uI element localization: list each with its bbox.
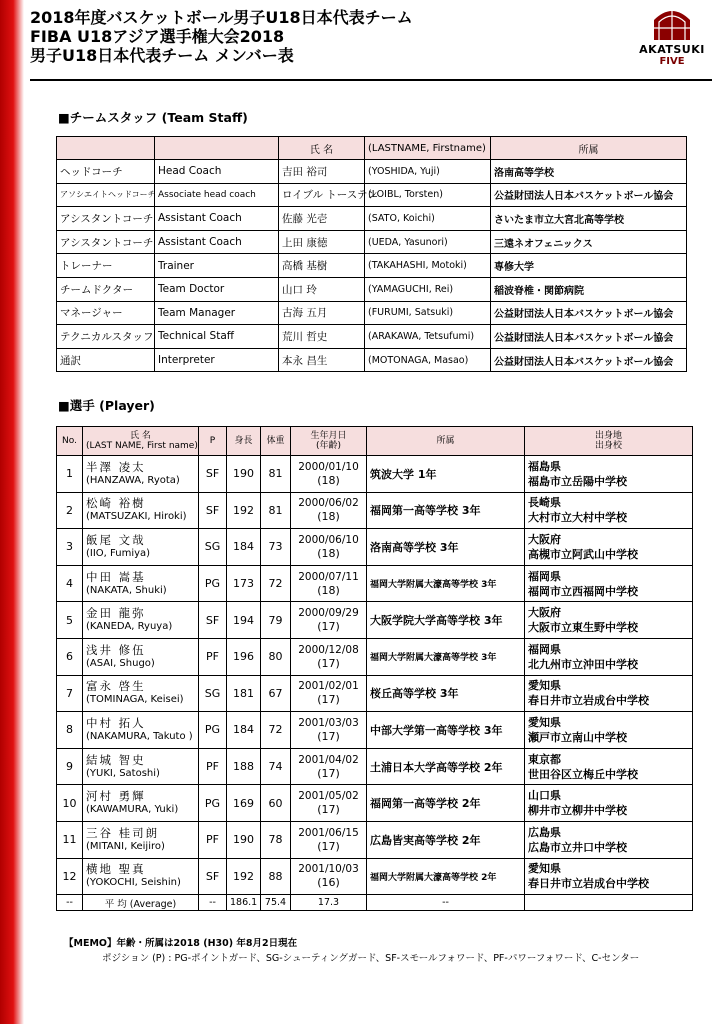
average-weight: 75.4	[261, 895, 291, 911]
staff-row	[57, 254, 687, 278]
player-hometown	[525, 638, 693, 675]
player-name-jp: 中田 嵩基	[86, 569, 146, 584]
player-name	[83, 602, 199, 639]
player-dob	[291, 785, 367, 822]
player-affiliation: 福岡第一高等学校 2年	[367, 785, 525, 822]
player-birthdate: 2000/07/11	[298, 570, 359, 583]
player-birthdate: 2001/03/03	[298, 716, 359, 729]
player-no: 8	[57, 712, 83, 749]
player-age: (17)	[317, 656, 340, 670]
player-age: (17)	[317, 729, 340, 743]
player-name-jp: 河村 勇輝	[86, 789, 146, 804]
player-birthdate: 2000/09/29	[298, 607, 359, 620]
player-position: SF	[199, 492, 227, 529]
akatsuki-five-logo	[636, 6, 708, 68]
player-no: 12	[57, 858, 83, 895]
staff-role-jp: ヘッドコーチ	[57, 160, 155, 184]
staff-name: 吉田 裕司	[279, 160, 365, 184]
player-header-dob-1: 生年月日	[310, 431, 347, 441]
staff-affiliation: 三遠ネオフェニックス	[491, 230, 687, 254]
average-height: 186.1	[227, 895, 261, 911]
player-dob	[291, 565, 367, 602]
player-position: PF	[199, 821, 227, 858]
staff-role-jp: 通訳	[57, 348, 155, 372]
player-dob	[291, 602, 367, 639]
player-height: 190	[227, 456, 261, 493]
player-name-jp: 金田 龍弥	[86, 606, 146, 621]
player-row	[57, 529, 693, 566]
player-position: PF	[199, 748, 227, 785]
staff-romaji: (TAKAHASHI, Motoki)	[365, 254, 491, 278]
staff-romaji: (ARAKAWA, Tetsufumi)	[365, 325, 491, 349]
average-age: 17.3	[291, 895, 367, 911]
player-row	[57, 602, 693, 639]
player-affiliation: 福岡第一高等学校 3年	[367, 492, 525, 529]
staff-row	[57, 301, 687, 325]
player-affiliation: 筑波大学 1年	[367, 456, 525, 493]
player-hometown	[525, 821, 693, 858]
player-prefecture: 福岡県	[528, 642, 561, 656]
staff-role-en: Trainer	[155, 254, 279, 278]
logo-text-1: AKATSUKI	[639, 43, 705, 56]
player-prefecture: 愛知県	[528, 679, 561, 693]
player-prefecture: 愛知県	[528, 862, 561, 876]
staff-section-title: ■チームスタッフ (Team Staff)	[58, 110, 248, 125]
player-school: 福島市立岳陽中学校	[528, 474, 627, 488]
staff-affiliation: 専修大学	[491, 254, 687, 278]
header-divider	[30, 79, 712, 81]
player-name-en: (YOKOCHI, Seishin)	[86, 877, 181, 889]
header-title-3: 男子U18日本代表チーム メンバー表	[30, 46, 294, 65]
player-name	[83, 712, 199, 749]
player-height: 181	[227, 675, 261, 712]
player-birthdate: 2001/10/03	[298, 863, 359, 876]
staff-romaji: (UEDA, Yasunori)	[365, 230, 491, 254]
memo-line-1: 【MEMO】年齢・所属は2018 (H30) 年8月2日現在	[64, 938, 298, 949]
player-name-en: (HANZAWA, Ryota)	[86, 474, 180, 486]
staff-row	[57, 348, 687, 372]
player-hometown	[525, 858, 693, 895]
player-school: 高槻市立阿武山中学校	[528, 547, 638, 561]
staff-row	[57, 183, 687, 207]
player-age: (17)	[317, 693, 340, 707]
player-name-en: (NAKAMURA, Takuto )	[86, 730, 193, 742]
player-header-home	[525, 427, 693, 456]
player-birthdate: 2000/06/02	[298, 497, 359, 510]
player-row	[57, 712, 693, 749]
staff-row	[57, 160, 687, 184]
player-name-jp: 半澤 凌太	[86, 459, 146, 474]
player-name-jp: 飯尾 文哉	[86, 532, 146, 547]
player-no: 2	[57, 492, 83, 529]
player-name-en: (YUKI, Satoshi)	[86, 767, 160, 779]
player-row	[57, 785, 693, 822]
memo	[64, 936, 639, 966]
player-birthdate: 2000/12/08	[298, 643, 359, 656]
player-name	[83, 748, 199, 785]
player-school: 春日井市立岩成台中学校	[528, 694, 649, 708]
staff-name: 古海 五月	[279, 301, 365, 325]
staff-role-en: Team Doctor	[155, 277, 279, 301]
player-position: PG	[199, 565, 227, 602]
average-pos: --	[199, 895, 227, 911]
player-header-dob	[291, 427, 367, 456]
player-name-jp: 横地 聖真	[86, 862, 146, 877]
staff-role-jp: テクニカルスタッフ	[57, 325, 155, 349]
player-hometown	[525, 565, 693, 602]
player-no: 3	[57, 529, 83, 566]
player-position: SG	[199, 529, 227, 566]
player-name-jp: 三谷 桂司朗	[86, 825, 160, 840]
player-birthdate: 2001/06/15	[298, 826, 359, 839]
player-header-affiliation: 所属	[367, 427, 525, 456]
staff-role-jp: マネージャー	[57, 301, 155, 325]
player-name-jp: 浅井 修伍	[86, 642, 146, 657]
player-affiliation: 福岡大学附属大濠高等学校 2年	[367, 858, 525, 895]
average-home	[525, 895, 693, 911]
red-side-band	[0, 0, 24, 1024]
player-prefecture: 大阪府	[528, 532, 561, 546]
player-row	[57, 748, 693, 785]
player-dob	[291, 748, 367, 785]
player-weight: 79	[261, 602, 291, 639]
staff-role-jp: トレーナー	[57, 254, 155, 278]
player-no: 5	[57, 602, 83, 639]
average-affiliation: --	[367, 895, 525, 911]
player-header-weight: 体重	[261, 427, 291, 456]
player-hometown	[525, 602, 693, 639]
player-no: 11	[57, 821, 83, 858]
staff-affiliation: 公益財団法人日本バスケットボール協会	[491, 301, 687, 325]
player-name-jp: 松崎 裕樹	[86, 496, 146, 511]
player-name-en: (NAKATA, Shuki)	[86, 584, 167, 596]
staff-name: 高橋 基樹	[279, 254, 365, 278]
player-affiliation: 広島皆実高等学校 2年	[367, 821, 525, 858]
staff-role-en: Technical Staff	[155, 325, 279, 349]
staff-name: 上田 康徳	[279, 230, 365, 254]
player-row	[57, 821, 693, 858]
player-row	[57, 456, 693, 493]
staff-affiliation: 公益財団法人日本バスケットボール協会	[491, 348, 687, 372]
player-name-en: (MATSUZAKI, Hiroki)	[86, 511, 187, 523]
player-affiliation: 大阪学院大学高等学校 3年	[367, 602, 525, 639]
player-school: 世田谷区立梅丘中学校	[528, 767, 638, 781]
staff-romaji: (YAMAGUCHI, Rei)	[365, 277, 491, 301]
player-prefecture: 福島県	[528, 459, 561, 473]
player-age: (17)	[317, 839, 340, 853]
player-school: 北九州市立沖田中学校	[528, 657, 638, 671]
player-weight: 72	[261, 565, 291, 602]
staff-affiliation: 公益財団法人日本バスケットボール協会	[491, 325, 687, 349]
player-height: 196	[227, 638, 261, 675]
staff-name: 荒川 哲史	[279, 325, 365, 349]
player-position: PG	[199, 785, 227, 822]
player-affiliation: 洛南高等学校 3年	[367, 529, 525, 566]
player-age: (17)	[317, 620, 340, 634]
player-height: 184	[227, 529, 261, 566]
player-school: 春日井市立岩成台中学校	[528, 877, 649, 891]
player-header-no: No.	[57, 427, 83, 456]
player-weight: 81	[261, 492, 291, 529]
staff-affiliation: 洛南高等学校	[491, 160, 687, 184]
player-position: PF	[199, 638, 227, 675]
player-name	[83, 638, 199, 675]
player-no: 6	[57, 638, 83, 675]
staff-role-en: Head Coach	[155, 160, 279, 184]
player-row	[57, 638, 693, 675]
player-prefecture: 東京都	[528, 752, 561, 766]
player-prefecture: 長崎県	[528, 496, 561, 510]
player-table	[56, 426, 693, 911]
player-school: 福岡市立西福岡中学校	[528, 584, 638, 598]
staff-name: 佐藤 光壱	[279, 207, 365, 231]
staff-name: ロイブル トーステン	[279, 183, 365, 207]
staff-table	[56, 136, 687, 372]
basketball-logo-icon	[650, 6, 694, 40]
average-row	[57, 895, 693, 911]
player-birthdate: 2001/05/02	[298, 790, 359, 803]
staff-affiliation: 公益財団法人日本バスケットボール協会	[491, 183, 687, 207]
player-dob	[291, 858, 367, 895]
staff-header-blank	[57, 137, 155, 160]
player-weight: 72	[261, 712, 291, 749]
player-age: (18)	[317, 546, 340, 560]
player-dob	[291, 492, 367, 529]
player-hometown	[525, 456, 693, 493]
staff-header-row	[57, 137, 687, 160]
header-title-2: FIBA U18アジア選手権大会2018	[30, 27, 285, 46]
player-row	[57, 492, 693, 529]
header-title-1: 2018年度バスケットボール男子U18日本代表チーム	[30, 8, 413, 27]
staff-header-blank	[155, 137, 279, 160]
staff-row	[57, 277, 687, 301]
player-weight: 67	[261, 675, 291, 712]
player-age: (17)	[317, 766, 340, 780]
staff-role-jp: チームドクター	[57, 277, 155, 301]
player-no: 7	[57, 675, 83, 712]
player-name	[83, 858, 199, 895]
staff-header-romaji: (LASTNAME, Firstname)	[365, 137, 491, 160]
staff-role-en: Interpreter	[155, 348, 279, 372]
player-name	[83, 456, 199, 493]
player-weight: 81	[261, 456, 291, 493]
staff-romaji: (MOTONAGA, Masao)	[365, 348, 491, 372]
player-header-name-en: (LAST NAME, First name)	[86, 441, 198, 451]
player-weight: 74	[261, 748, 291, 785]
player-hometown	[525, 712, 693, 749]
player-row	[57, 858, 693, 895]
player-header-height: 身長	[227, 427, 261, 456]
average-no: --	[57, 895, 83, 911]
player-height: 173	[227, 565, 261, 602]
player-height: 169	[227, 785, 261, 822]
memo-line-2: ポジション (P) : PG-ポイントガード、SG-シューティングガード、SF-スモールフォワード、PF-パワーフォワード、C-センター	[102, 953, 640, 964]
staff-affiliation: さいたま市立大宮北高等学校	[491, 207, 687, 231]
player-height: 192	[227, 858, 261, 895]
player-position: PG	[199, 712, 227, 749]
player-school: 広島市立井口中学校	[528, 840, 627, 854]
staff-role-jp: アシスタントコーチ	[57, 207, 155, 231]
player-dob	[291, 675, 367, 712]
player-name-jp: 結城 智史	[86, 752, 146, 767]
logo-text-2: FIVE	[659, 56, 685, 67]
player-age: (18)	[317, 473, 340, 487]
player-prefecture: 大阪府	[528, 606, 561, 620]
player-header-home-2: 出身校	[594, 441, 622, 451]
player-section-title: ■選手 (Player)	[58, 398, 155, 413]
staff-romaji: (YOSHIDA, Yuji)	[365, 160, 491, 184]
player-age: (18)	[317, 510, 340, 524]
player-name	[83, 675, 199, 712]
player-header-row	[57, 427, 693, 456]
player-no: 10	[57, 785, 83, 822]
staff-role-en: Assistant Coach	[155, 230, 279, 254]
player-name	[83, 565, 199, 602]
player-position: SF	[199, 858, 227, 895]
staff-row	[57, 325, 687, 349]
player-header-pos: P	[199, 427, 227, 456]
player-prefecture: 愛知県	[528, 715, 561, 729]
player-weight: 88	[261, 858, 291, 895]
player-name-en: (KAWAMURA, Yuki)	[86, 804, 179, 816]
player-prefecture: 福岡県	[528, 569, 561, 583]
player-height: 192	[227, 492, 261, 529]
staff-header-name: 氏 名	[279, 137, 365, 160]
staff-romaji: (FURUMI, Satsuki)	[365, 301, 491, 325]
player-name-en: (MITANI, Keijiro)	[86, 840, 165, 852]
player-weight: 60	[261, 785, 291, 822]
player-hometown	[525, 785, 693, 822]
player-name-en: (IIO, Fumiya)	[86, 547, 151, 559]
player-name	[83, 492, 199, 529]
player-school: 柳井市立柳井中学校	[528, 804, 627, 818]
staff-row	[57, 207, 687, 231]
player-name-jp: 富永 啓生	[86, 679, 146, 694]
player-hometown	[525, 529, 693, 566]
player-affiliation: 土浦日本大学高等学校 2年	[367, 748, 525, 785]
staff-affiliation: 稲波脊椎・関節病院	[491, 277, 687, 301]
player-affiliation: 中部大学第一高等学校 3年	[367, 712, 525, 749]
player-affiliation: 桜丘高等学校 3年	[367, 675, 525, 712]
player-school: 瀬戸市立南山中学校	[528, 730, 627, 744]
player-dob	[291, 529, 367, 566]
player-prefecture: 広島県	[528, 825, 561, 839]
staff-role-en: Team Manager	[155, 301, 279, 325]
player-no: 4	[57, 565, 83, 602]
player-affiliation: 福岡大学附属大濠高等学校 3年	[367, 638, 525, 675]
player-height: 190	[227, 821, 261, 858]
player-hometown	[525, 748, 693, 785]
player-name	[83, 821, 199, 858]
player-hometown	[525, 492, 693, 529]
player-no: 9	[57, 748, 83, 785]
player-position: SG	[199, 675, 227, 712]
staff-romaji: (LOIBL, Torsten)	[365, 183, 491, 207]
player-birthdate: 2000/01/10	[298, 460, 359, 473]
player-birthdate: 2000/06/10	[298, 533, 359, 546]
document-header	[30, 8, 630, 65]
staff-name: 本永 昌生	[279, 348, 365, 372]
player-name	[83, 529, 199, 566]
staff-role-en: Associate head coach	[155, 183, 279, 207]
player-position: SF	[199, 602, 227, 639]
staff-name: 山口 玲	[279, 277, 365, 301]
player-affiliation: 福岡大学附属大濠高等学校 3年	[367, 565, 525, 602]
player-school: 大村市立大村中学校	[528, 511, 627, 525]
player-name-en: (TOMINAGA, Keisei)	[86, 694, 184, 706]
player-row	[57, 675, 693, 712]
player-birthdate: 2001/02/01	[298, 680, 359, 693]
player-header-dob-2: (年齢)	[315, 441, 342, 451]
player-header-name-jp: 氏 名	[130, 431, 151, 441]
staff-role-jp: アシスタントコーチ	[57, 230, 155, 254]
player-name-en: (ASAI, Shugo)	[86, 657, 155, 669]
player-prefecture: 山口県	[528, 789, 561, 803]
staff-role-jp: アソシエイトヘッドコーチ	[57, 183, 155, 207]
player-age: (18)	[317, 583, 340, 597]
player-dob	[291, 456, 367, 493]
player-height: 188	[227, 748, 261, 785]
player-name	[83, 785, 199, 822]
player-weight: 78	[261, 821, 291, 858]
player-header-home-1: 出身地	[594, 431, 622, 441]
player-age: (16)	[317, 876, 340, 890]
player-height: 184	[227, 712, 261, 749]
player-dob	[291, 712, 367, 749]
player-weight: 73	[261, 529, 291, 566]
player-school: 大阪市立東生野中学校	[528, 621, 638, 635]
player-height: 194	[227, 602, 261, 639]
player-birthdate: 2001/04/02	[298, 753, 359, 766]
staff-role-en: Assistant Coach	[155, 207, 279, 231]
player-name-jp: 中村 拓人	[86, 715, 146, 730]
player-weight: 80	[261, 638, 291, 675]
staff-row	[57, 230, 687, 254]
player-dob	[291, 638, 367, 675]
player-position: SF	[199, 456, 227, 493]
player-age: (17)	[317, 803, 340, 817]
player-dob	[291, 821, 367, 858]
player-hometown	[525, 675, 693, 712]
player-name-en: (KANEDA, Ryuya)	[86, 621, 173, 633]
staff-romaji: (SATO, Koichi)	[365, 207, 491, 231]
player-header-name	[83, 427, 199, 456]
average-label: 平 均 (Average)	[83, 895, 199, 911]
player-no: 1	[57, 456, 83, 493]
staff-header-affiliation: 所属	[491, 137, 687, 160]
player-row	[57, 565, 693, 602]
